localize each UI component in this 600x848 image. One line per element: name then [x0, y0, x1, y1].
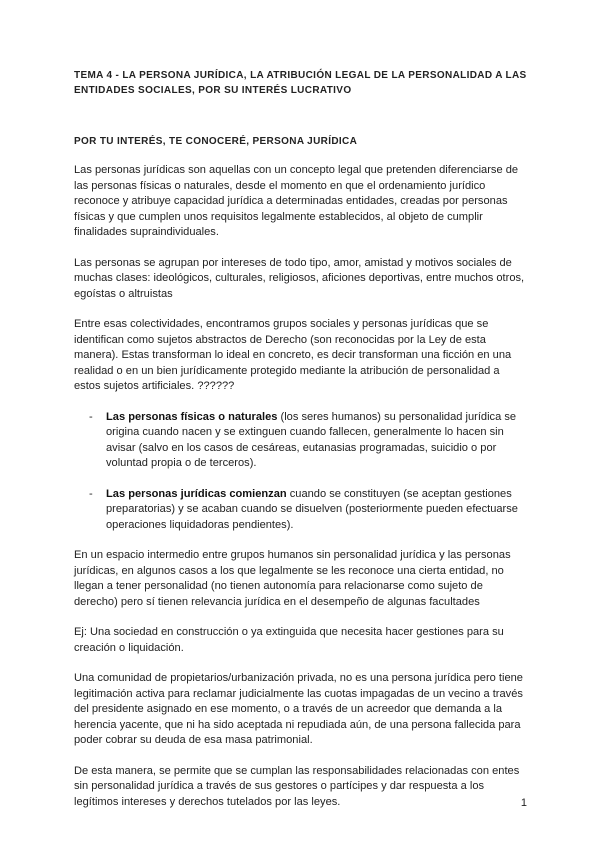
paragraph-intermediate-space: En un espacio intermedio entre grupos humanos sin personalidad jurídica y las personas jurídicas, en algunos casos a los que legalmente se les reconoce una cierta entidad, no llegan a tener personalidad (no tienen autonomía para relacionarse como sujeto de derecho) pero sí tienen relevancia jurídica en el desempeño de algunas facultades: [74, 549, 511, 608]
paragraph-community-owners: Una comunidad de propietarios/urbanización privada, no es una persona jurídica pero tiene legitimación activa para reclamar judicialmente las cuotas impagadas de un vecino a través del presidente asignado en ese momento, o a través de un acreedor que demanda a la herencia yacente, que ni ha sido aceptada ni repudiada aún, de una persona fallecida para poder cobrar su deuda de esa masa patrimonial.: [74, 672, 523, 746]
document-body: [74, 68, 528, 825]
bullet-item-natural-persons: [89, 410, 528, 472]
bullet-dash: -: [89, 487, 93, 500]
bullet-item-legal-persons: [89, 487, 528, 534]
bullet-bold-text: Las personas físicas o naturales: [106, 410, 278, 423]
paragraph-collectivities: Entre esas colectividades, encontramos grupos sociales y personas jurídicas que se identifican como sujetos abstractos de Derecho (son reconocidas por la Ley de esta manera). Estas transforman lo ideal en concreto, es decir transforman una ficción en una realidad o en un bien jurídicamente protegido mediante la atribución de personalidad a estos sujetos artificiales. ??????: [74, 318, 512, 392]
bullet-bold-text: Las personas jurídicas comienzan: [106, 487, 287, 500]
paragraph-conclusion: De esta manera, se permite que se cumplan las responsabilidades relacionadas con entes sin personalidad jurídica a través de sus gestores o partícipes y dar respuesta a los legítimos intereses y derechos tutelados por las leyes.: [74, 764, 520, 808]
section-subtitle: POR TU INTERÉS, TE CONOCERÉ, PERSONA JURÍDICA: [74, 136, 358, 147]
paragraph-groupings: Las personas se agrupan por intereses de todo tipo, amor, amistad y motivos sociales de muchas clases: ideológicos, culturales, religiosos, aficiones deportivas, entre muchos otros, egoístas o altruistas: [74, 256, 525, 300]
page-number: 1: [520, 797, 527, 809]
bullet-text: (los seres humanos) su personalidad jurídica se origina cuando nacen y se extinguen cuando fallecen, generalmente lo hacen sin avisar (salvo en los casos de cesáreas, eutanasias programadas, suicidio o por voluntad propia o de terceros).: [106, 410, 517, 469]
bullet-dash: -: [89, 410, 93, 423]
paragraph-definition: Las personas jurídicas son aquellas con un concepto legal que pretenden diferenciarse de las personas físicas o naturales, desde el momento en que el ordenamiento jurídico reconoce y atribuye capacidad jurídica a determinadas entidades, creadas por personas físicas y que cumplen unos requisitos legalmente establecidos, al objeto de cumplir finalidades supraindividuales.: [74, 164, 519, 238]
bullet-list: [74, 410, 528, 534]
document-title: TEMA 4 - LA PERSONA JURÍDICA, LA ATRIBUCIÓN LEGAL DE LA PERSONALIDAD A LAS ENTIDADES SOCIALES, POR SU INTERÉS LUCRATIVO: [74, 70, 527, 96]
paragraph-example: Ej: Una sociedad en construcción o ya extinguida que necesita hacer gestiones para su creación o liquidación.: [74, 626, 504, 654]
bullet-text: cuando se constituyen (se aceptan gestiones preparatorias) y se acaban cuando se disuelven (posteriormente pueden efectuarse operaciones liquidadoras pendientes).: [106, 487, 518, 531]
